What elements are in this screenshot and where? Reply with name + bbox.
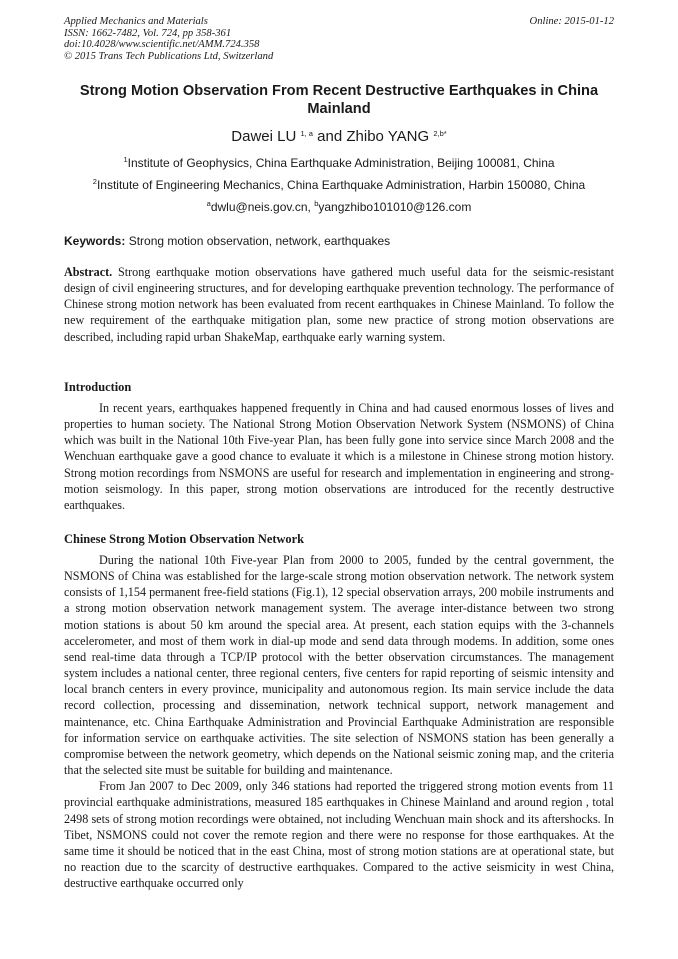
- doi-line: doi:10.4028/www.scientific.net/AMM.724.358: [64, 39, 260, 51]
- affiliation-1: [44, 156, 634, 170]
- introduction-paragraph: In recent years, earthquakes happened frequently in China and had caused enormous losses of lives and properties to human society. The National Strong Motion Observation Network System (NSMONS) of China which was built in the National 10th Five-year Plan, has been fully gone into service since March 2008 and the Wenchuan earthquake gave a good chance to evaluate it which is a milestone in Chinese strong motion history. Strong motion recordings from NSMONS are useful for research and implementation in engineering and strong-motion seismology. In this paper, strong motion observations are introduced for the recently destructive earthquakes.: [64, 401, 614, 512]
- email-line: [44, 200, 634, 214]
- journal-name: Applied Mechanics and Materials: [64, 16, 208, 27]
- keywords-label: Keywords:: [64, 234, 126, 248]
- email-a: dwlu@neis.gov.cn,: [210, 200, 315, 214]
- journal-header: [64, 16, 273, 62]
- abstract: [64, 264, 614, 345]
- author-1: Dawei LU: [231, 128, 297, 145]
- author-1-affil: 1, a: [300, 129, 313, 138]
- keywords: [64, 234, 614, 248]
- affiliation-2: [44, 178, 634, 192]
- introduction-section: [64, 400, 614, 513]
- introduction-heading: Introduction: [64, 380, 132, 394]
- network-paragraph-1: During the national 10th Five-year Plan from 2000 to 2005, funded by the central government, the NSMONS of China was established for the large-scale strong motion observation network. The network system consists of 1,154 permanent free-field stations (Fig.1), 12 special observation arrays, 200 mobile instruments and a strong motion observation network management system. The average inter-distance between two strong motion stations is about 50 km around the special area. At present, each station equips with the 3-channels accelerometer, and most of them work in dial-up mode and send data through modems. In addition, some ones send real-time data through a TCP/IP protocol with the better observation circumstances. The management system includes a national center, three regional centers, five centers for rapid reporting of seismic intensity and local branch centers in every province, municipality and autonomous region. Its main service include the data record collection, processing and dissemination, network technical support, network management and maintenance, etc. China Earthquake Administration and Provincial Earthquake Administration are responsible for information service on earthquake activities. The site selection of NSMONS station has been generally a compromise between the network geometry, which depends on the National seismic zoning map, and the criteria that the selected site must be suitable for building and maintenance.: [64, 553, 614, 778]
- author-joiner: and: [312, 128, 347, 145]
- keywords-text: Strong motion observation, network, earthquakes: [125, 234, 391, 248]
- network-heading: Chinese Strong Motion Observation Network: [64, 532, 305, 546]
- paper-title: Strong Motion Observation From Recent Destructive Earthquakes in China Mainland: [79, 83, 599, 117]
- email-a-sup: a: [206, 199, 211, 208]
- affiliation-2-text: Institute of Engineering Mechanics, China Earthquake Administration, Harbin 150080, China: [96, 178, 586, 192]
- author-line: [64, 128, 614, 146]
- author-2-affil: 2,b*: [433, 129, 447, 138]
- affiliation-1-num: 1: [123, 155, 128, 164]
- online-date: Online: 2015-01-12: [529, 16, 614, 27]
- issn-line: ISSN: 1662-7482, Vol. 724, pp 358-361: [64, 27, 232, 39]
- copyright-line: © 2015 Trans Tech Publications Ltd, Switzerland: [64, 50, 274, 62]
- network-paragraph-2: From Jan 2007 to Dec 2009, only 346 stations had reported the triggered strong motion events from 11 provincial earthquake administrations, measured 185 earthquakes in Chinese Mainland and around region , total 2498 sets of strong motion recordings were obtained, not including Wenchuan main shock and its aftershocks. In Tibet, NSMONS could not cover the remote region and there were no response for those earthquakes. At the same time it should be noticed that in the east China, most of strong motion stations are at operational state, but no reaction due to the scarcity of destructive earthquakes. Compared to the active seismicity in west China, destructive earthquake occurred only: [64, 779, 614, 891]
- abstract-text: Strong earthquake motion observations have gathered much useful data for the seismic-resistant design of civil engineering structures, and for developing earthquake prevention technology. The performance of Chinese strong motion network has been evaluated from recent earthquakes in Chinese Mainland. To follow the new requirement of the earthquake mitigation plan, some new practice of strong motion observations are described, including rapid urban ShakeMap, earthquake early warning system.: [64, 265, 614, 344]
- author-2: Zhibo YANG: [346, 128, 430, 145]
- affiliation-2-num: 2: [92, 177, 97, 186]
- affiliation-1-text: Institute of Geophysics, China Earthquake Administration, Beijing 100081, China: [127, 156, 555, 170]
- email-b: yangzhibo101010@126.com: [318, 200, 472, 214]
- abstract-label: Abstract.: [64, 265, 113, 279]
- network-section: [64, 552, 614, 891]
- email-b-sup: b: [314, 199, 319, 208]
